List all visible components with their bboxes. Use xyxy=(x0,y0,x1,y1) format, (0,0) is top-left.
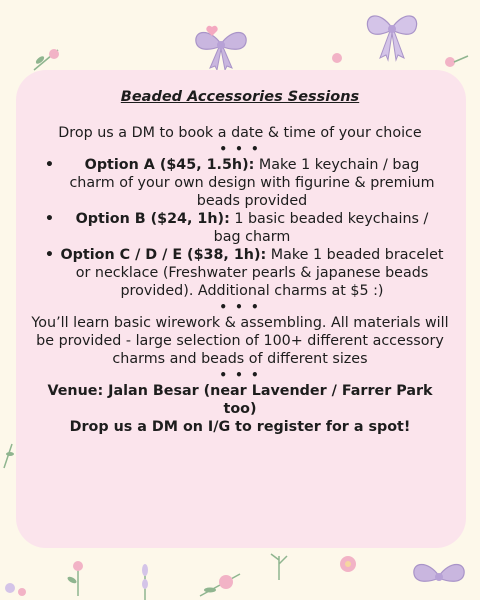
option-text: 1 basic beaded keychains / bag charm xyxy=(213,211,429,245)
bullet: • xyxy=(44,157,54,173)
page-title: Beaded Accessories Sessions xyxy=(120,89,360,105)
option-label: Option A ($45, 1.5h): xyxy=(84,157,255,173)
option-label: Option B ($24, 1h): xyxy=(75,211,230,227)
details-text: You’ll learn basic wirework & assembling. All materials will be provided - large selection of 100+ different accessory charms and beads of different sizes xyxy=(31,315,449,367)
list-item-option-a xyxy=(30,156,450,210)
bullet: • xyxy=(44,247,54,263)
separator: • • • xyxy=(219,300,261,314)
flower-icon xyxy=(130,560,160,600)
separator: • • • xyxy=(219,142,261,156)
option-label: Option C / D / E ($38, 1h): xyxy=(60,247,267,263)
separator: • • • xyxy=(219,368,261,382)
option-text: Make 1 keychain / bag charm of your own design with figurine & premium beads provided xyxy=(69,157,435,209)
list-item-option-b xyxy=(30,210,450,246)
flower-icon xyxy=(325,48,349,68)
flower-icon xyxy=(266,550,292,580)
venue-text: Venue: Jalan Besar (near Lavender / Farrer Park too) xyxy=(47,383,433,417)
flower-icon xyxy=(330,552,366,582)
flower-icon xyxy=(0,576,30,600)
bullet: • xyxy=(44,211,54,227)
bow-icon xyxy=(190,22,252,72)
bow-icon xyxy=(362,2,422,62)
cta-text: Drop us a DM on I/G to register for a spot! xyxy=(69,419,411,435)
session-info xyxy=(30,88,450,436)
flower-icon xyxy=(60,556,96,596)
bow-icon xyxy=(404,556,474,600)
intro-text: Drop us a DM to book a date & time of your choice xyxy=(58,125,422,141)
heart-icon xyxy=(205,24,219,38)
list-item-option-cde xyxy=(30,246,450,300)
flower-icon xyxy=(196,560,246,600)
option-text: Make 1 beaded bracelet or necklace (Freshwater pearls & japanese beads provided). Additional charms at $5 :) xyxy=(75,247,444,299)
